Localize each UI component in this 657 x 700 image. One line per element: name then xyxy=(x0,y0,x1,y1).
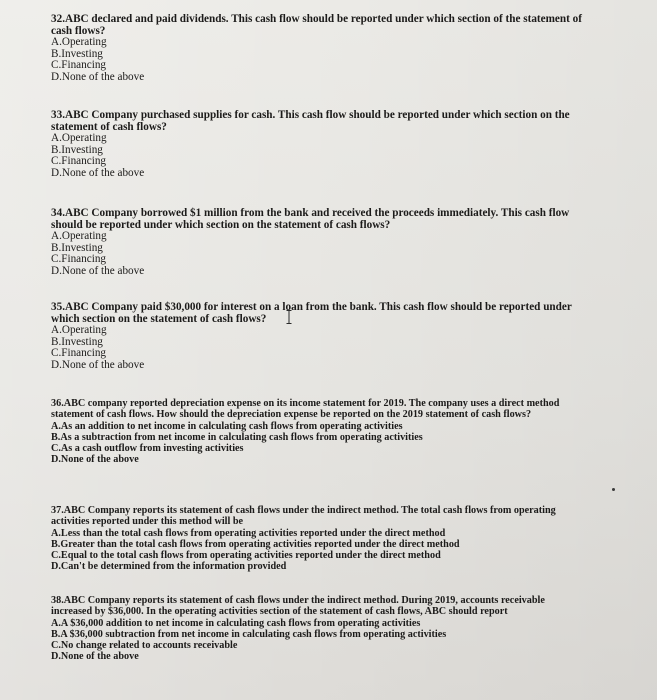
option-d: D.Can't be determined from the information provided xyxy=(51,561,287,573)
option-b: B.Investing xyxy=(51,47,103,60)
option-d: D.None of the above xyxy=(51,358,145,371)
option-c: C.Financing xyxy=(51,253,107,266)
question-stem: 35.ABC Company paid $30,000 for interest on a loan from the bank. This cash flow should be reported under which section on the statement of cash flows? xyxy=(51,301,572,325)
option-b: B.Greater than the total cash flows from operating activities reported under the direct method xyxy=(51,538,460,550)
option-b: B.As a subtraction from net income in calculating cash flows from operating activities xyxy=(51,431,423,443)
answer-options xyxy=(51,528,561,573)
option-b: B.Investing xyxy=(51,335,103,348)
option-c: C.Financing xyxy=(51,155,107,168)
question-36 xyxy=(51,398,581,466)
option-b: B.A $36,000 subtraction from net income in calculating cash flows from operating activities xyxy=(51,628,447,640)
option-a: A.Less than the total cash flows from operating activities reported under the direct method xyxy=(51,527,446,539)
answer-options xyxy=(51,231,596,277)
question-34 xyxy=(51,208,596,278)
option-c: C.Financing xyxy=(51,59,107,72)
question-35 xyxy=(51,302,591,372)
question-stem: 36.ABC company reported depreciation expense on its income statement for 2019. The company uses a direct method statement of cash flows. How should the depreciation expense be reported on the 2019 statement of cash flows? xyxy=(51,398,560,421)
question-stem: 32.ABC declared and paid dividends. This cash flow should be reported under which section of the statement of cash flows? xyxy=(51,13,582,37)
option-b: B.Investing xyxy=(51,143,103,156)
option-d: D.None of the above xyxy=(51,454,139,466)
option-a: A.Operating xyxy=(51,230,107,243)
answer-options xyxy=(51,325,591,371)
question-32 xyxy=(51,14,596,84)
option-a: A.A $36,000 addition to net income in calculating cash flows from operating activities xyxy=(51,617,421,629)
paper-speck xyxy=(612,488,615,491)
option-d: D.None of the above xyxy=(51,651,139,663)
option-c: C.No change related to accounts receivable xyxy=(51,640,238,652)
answer-options xyxy=(51,37,596,83)
option-d: D.None of the above xyxy=(51,70,145,83)
question-33 xyxy=(51,110,596,180)
option-d: D.None of the above xyxy=(51,264,145,277)
option-d: D.None of the above xyxy=(51,166,145,179)
question-stem: 38.ABC Company reports its statement of cash flows under the indirect method. During 2019, accounts receivable increased by $36,000. In the operating activities section of the statement of cash flows, ABC should report xyxy=(51,595,545,618)
question-37 xyxy=(51,505,561,573)
option-a: A.Operating xyxy=(51,324,107,337)
option-c: C.As a cash outflow from investing activities xyxy=(51,443,244,455)
question-stem: 34.ABC Company borrowed $1 million from the bank and received the proceeds immediately. This cash flow should be reported under which section on the statement of cash flows? xyxy=(51,207,570,231)
text-cursor-icon xyxy=(286,310,292,324)
option-c: C.Equal to the total cash flows from operating activities reported under the direct method xyxy=(51,550,441,562)
option-a: A.Operating xyxy=(51,36,107,49)
question-stem: 33.ABC Company purchased supplies for cash. This cash flow should be reported under which section on the statement of cash flows? xyxy=(51,109,570,133)
option-b: B.Investing xyxy=(51,241,103,254)
answer-options xyxy=(51,133,596,179)
option-c: C.Financing xyxy=(51,347,107,360)
answer-options xyxy=(51,421,581,466)
option-a: A.Operating xyxy=(51,132,107,145)
question-stem: 37.ABC Company reports its statement of cash flows under the indirect method. The total cash flows from operating activities reported under this method will be xyxy=(51,505,556,528)
option-a: A.As an addition to net income in calculating cash flows from operating activities xyxy=(51,420,403,432)
question-38 xyxy=(51,595,561,663)
answer-options xyxy=(51,618,561,663)
